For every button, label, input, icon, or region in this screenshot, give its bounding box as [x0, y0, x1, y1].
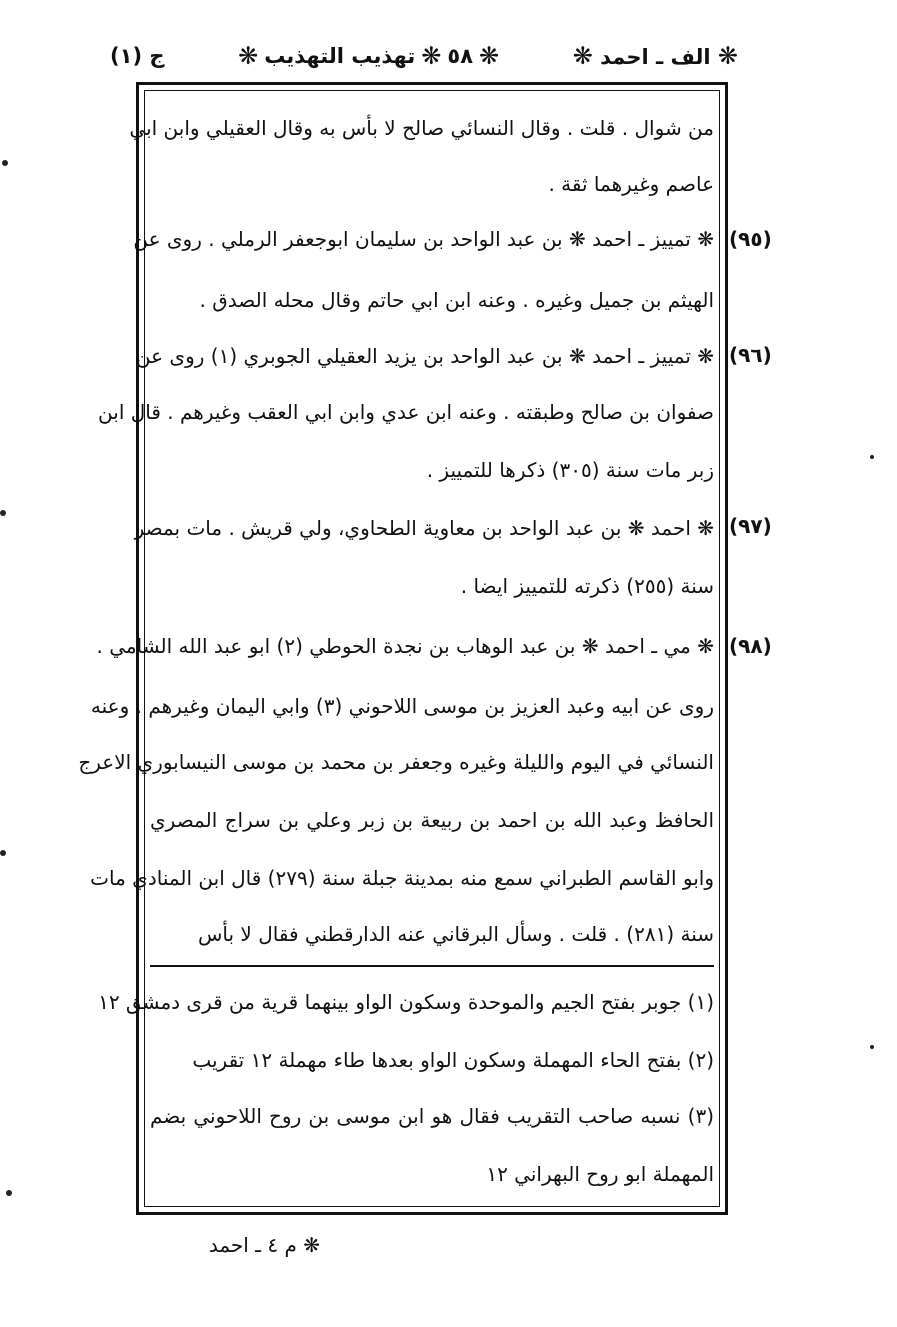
scan-speck: [2, 160, 8, 166]
text-line: ❋ احمد ❋ بن عبد الواحد بن معاوية الطحاوي، ولي قريش . مات بمصر: [134, 516, 714, 540]
text-line: عاصم وغيرهما ثقة .: [548, 172, 714, 196]
page-number: ٥٨: [447, 44, 474, 68]
footnote: المهملة ابو روح البهراني ١٢: [486, 1162, 714, 1186]
ornament-icon: ❋: [238, 42, 259, 70]
scan-speck: [0, 850, 6, 856]
text-line: الهيثم بن جميل وغيره . وعنه ابن ابي حاتم وقال محله الصدق .: [199, 288, 714, 312]
entry-number-98: (٩٨): [729, 634, 772, 658]
scan-speck: [870, 455, 874, 459]
scan-speck: [6, 1190, 12, 1196]
header-right-label: ❋ الف ـ احمد ❋: [572, 41, 738, 70]
text-line: وابو القاسم الطبراني سمع منه بمدينة جبلة سنة (٢٧٩) قال ابن المنادي مات: [90, 866, 714, 890]
text-line: سنة (٢٨١) . قلت . وسأل البرقاني عنه الدارقطني فقال لا بأس: [198, 922, 714, 946]
entry-number-96: (٩٦): [729, 343, 772, 367]
text-line: صفوان بن صالح وطبقته . وعنه ابن عدي وابن ابي العقب وغيرهم . قال ابن: [98, 400, 714, 424]
footnote: (٢) بفتح الحاء المهملة وسكون الواو بعدها طاء مهملة ١٢ تقريب: [192, 1048, 714, 1072]
ornament-icon: ❋: [421, 42, 442, 70]
text-line: ❋ تمييز ـ احمد ❋ بن عبد الواحد بن يزيد العقيلي الجوبري (١) روى عن: [135, 344, 714, 368]
page-footer-signature: ❋ م ٤ ـ احمد: [208, 1233, 320, 1257]
entry-number-97: (٩٧): [729, 514, 772, 538]
text-line: الحافظ وعبد الله بن احمد بن ربيعة بن زبر وعلي بن سراج المصري: [150, 808, 714, 832]
ornament-icon: ❋: [479, 42, 500, 70]
text-line: زبر مات سنة (٣٠٥) ذكرها للتمييز .: [426, 458, 714, 482]
header-center: [238, 44, 499, 68]
text-line: روى عن ابيه وعبد العزيز بن موسى اللاحوني (٣) وابي اليمان وغيرهم . وعنه: [90, 694, 714, 718]
ornament-icon: ❋: [717, 41, 738, 70]
text-line: ❋ تمييز ـ احمد ❋ بن عبد الواحد بن سليمان ابوجعفر الرملي . روى عن: [133, 227, 714, 251]
text-line: ❋ مي ـ احمد ❋ بن عبد الوهاب بن نجدة الحوطي (٢) ابو عبد الله الشامي .: [96, 634, 714, 658]
book-title: تهذيب التهذيب: [264, 44, 416, 68]
scan-speck: [0, 510, 6, 516]
page-header: [110, 36, 738, 76]
entry-number-95: (٩٥): [729, 227, 772, 251]
scan-speck: [870, 1045, 874, 1049]
footnote: (١) جوبر بفتح الجيم والموحدة وسكون الواو بينهما قرية من قرى دمشق ١٢: [98, 990, 714, 1014]
text-line: سنة (٢٥٥) ذكرته للتمييز ايضا .: [460, 574, 714, 598]
footnote: (٣) نسبه صاحب التقريب فقال هو ابن موسى بن روح اللاحوني بضم: [150, 1104, 714, 1128]
text-line: من شوال . قلت . وقال النسائي صالح لا بأس به وقال العقيلي وابن ابي: [129, 116, 714, 140]
volume-label: ج (١): [110, 44, 165, 68]
text-line: النسائي في اليوم والليلة وغيره وجعفر بن محمد بن موسى النيسابوري الاعرج: [78, 750, 714, 774]
footnote-divider: [150, 965, 714, 967]
ornament-icon: ❋: [572, 41, 593, 70]
